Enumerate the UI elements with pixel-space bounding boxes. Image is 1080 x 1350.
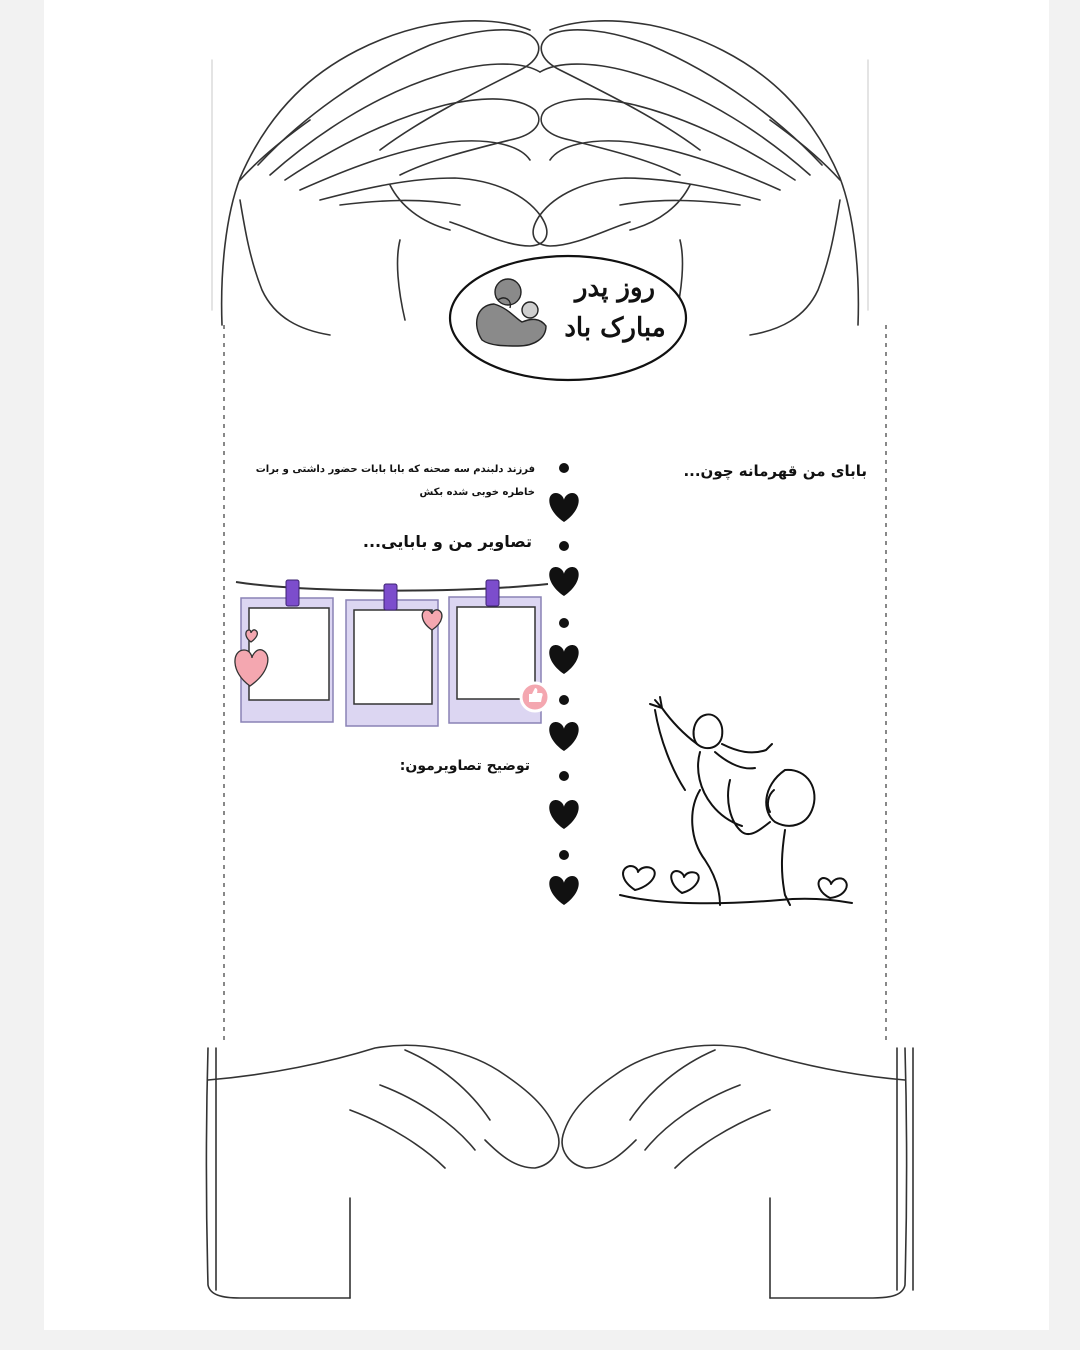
right-heading: بابای من قهرمانه چون... bbox=[683, 462, 867, 480]
heart-icon bbox=[549, 645, 578, 674]
father-child-line-art bbox=[620, 697, 852, 905]
description-label: توضیح تصاویرمون: bbox=[399, 758, 530, 774]
heart-icon bbox=[549, 722, 578, 751]
heart-icon bbox=[549, 567, 578, 596]
center-divider bbox=[549, 463, 578, 905]
photo-clothesline bbox=[235, 580, 549, 726]
heart-icon bbox=[549, 876, 578, 905]
badge-line-2: مبارک باد bbox=[564, 313, 666, 343]
instruction-line-1: فرزند دلبندم سه صحنه که بابا بابات حضور داشتی و برات bbox=[255, 464, 535, 475]
thumbs-up-icon bbox=[521, 683, 549, 711]
bottom-hands-illustration bbox=[207, 1045, 914, 1298]
heart-icon bbox=[549, 800, 578, 829]
badge-line-1: روز پدر bbox=[574, 273, 656, 303]
photos-heading: تصاویر من و بابایی... bbox=[362, 532, 532, 551]
heart-icon bbox=[549, 493, 578, 522]
instruction-line-2: خاطره خوبی شده بکش bbox=[419, 487, 535, 498]
badge-title bbox=[560, 268, 670, 348]
